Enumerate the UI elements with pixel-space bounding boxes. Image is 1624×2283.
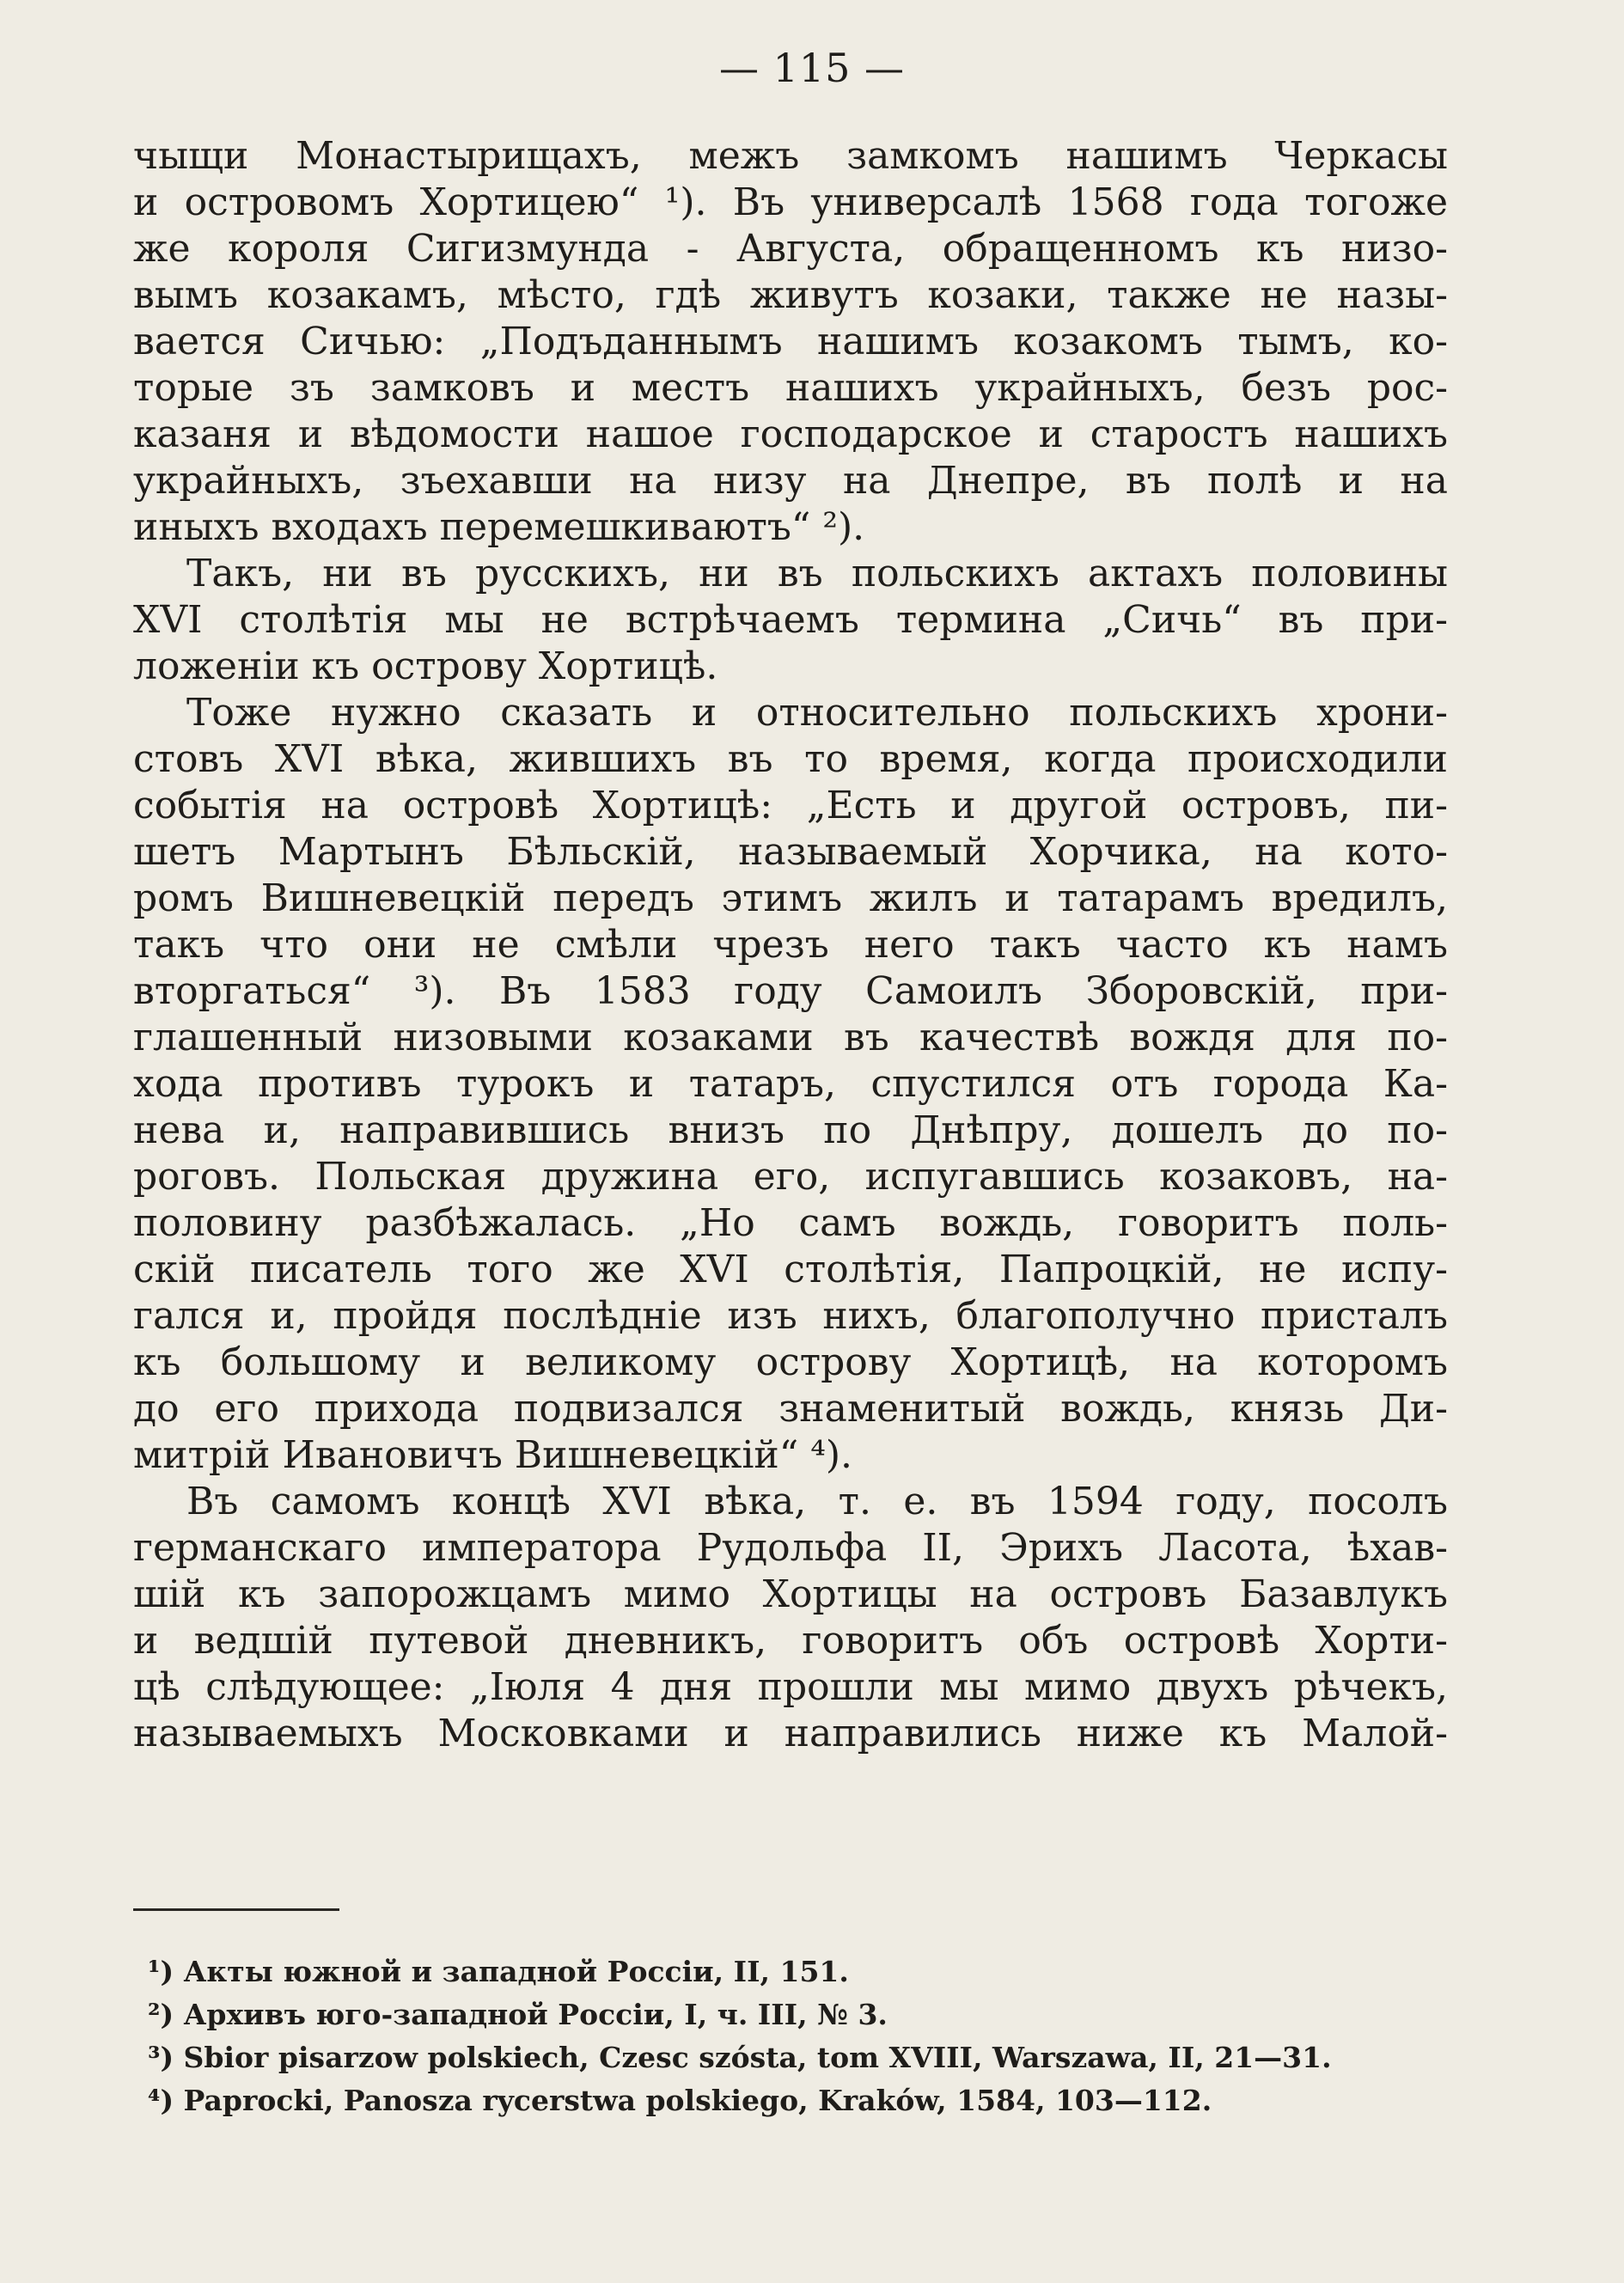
footnote-divider [133, 1908, 339, 1911]
text-line: ромъ Вишневецкій передъ этимъ жилъ и татарамъ вредилъ, [133, 876, 1448, 920]
text-line: и островомъ Хортицею“ ¹). Въ универсалѣ 1568 года тогоже [133, 180, 1448, 224]
text-line: чыщи Монастырищахъ, межъ замкомъ нашимъ Черкасы [133, 134, 1448, 178]
text-line: иныхъ входахъ перемешкиваютъ“ ²). [133, 505, 865, 549]
text-line: хода противъ турокъ и татаръ, спустился отъ города Ка- [133, 1062, 1448, 1106]
text-line: глашенный низовыми козаками въ качествѣ вождя для по- [133, 1016, 1448, 1059]
footnote: ²) Архивъ юго-западной Россіи, I, ч. III, № 3. [148, 1998, 888, 2031]
text-line: Въ самомъ концѣ XVI вѣка, т. е. въ 1594 году, посолъ [186, 1480, 1448, 1523]
text-line: роговъ. Польская дружина его, испугавшись козаковъ, на- [133, 1155, 1448, 1199]
paragraph [133, 1479, 1448, 1757]
text-line: къ большому и великому острову Хортицѣ, на которомъ [133, 1340, 1448, 1384]
text-line: шетъ Мартынъ Бѣльскій, называемый Хорчика, на кото- [133, 830, 1448, 874]
text-line: и ведшій путевой дневникъ, говоритъ объ островѣ Хорти- [133, 1619, 1448, 1663]
text-line: Такъ, ни въ русскихъ, ни въ польскихъ актахъ половины [186, 552, 1448, 595]
page-number: — 115 — [718, 45, 906, 91]
text-line: вымъ козакамъ, мѣсто, гдѣ живутъ козаки, также не назы- [133, 273, 1448, 317]
text-line: называемыхъ Московками и направились ниже къ Малой- [133, 1712, 1448, 1755]
paragraph [133, 133, 1448, 551]
text-line: торые зъ замковъ и местъ нашихъ украйныхъ, безъ рос- [133, 366, 1448, 410]
text-line: XVI столѣтія мы не встрѣчаемъ термина „Сичь“ въ при- [133, 598, 1448, 642]
text-line: такъ что они не смѣли чрезъ него такъ часто къ намъ [133, 923, 1448, 967]
footnotes [148, 1950, 1437, 2122]
text-line: гался и, пройдя послѣдніе изъ нихъ, благополучно присталъ [133, 1294, 1448, 1338]
text-line: вторгаться“ ³). Въ 1583 году Самоилъ Зборовскій, при- [133, 969, 1448, 1013]
text-line: украйныхъ, зъехавши на низу на Днепре, въ полѣ и на [133, 459, 1448, 503]
body-text [133, 133, 1448, 1757]
footnote: ⁴) Paprocki, Panosza rycerstwa polskiego, Kraków, 1584, 103—112. [148, 2084, 1212, 2117]
text-line: стовъ XVI вѣка, жившихъ въ то время, когда происходили [133, 737, 1448, 781]
footnote: ³) Sbior pisarzow polskiech, Czesc szósta, tom XVIII, Warszawa, II, 21—31. [148, 2041, 1332, 2074]
text-line: же короля Сигизмунда - Августа, обращенномъ къ низо- [133, 227, 1448, 271]
text-line: событія на островѣ Хортицѣ: „Есть и другой островъ, пи- [133, 784, 1448, 827]
text-line: цѣ слѣдующее: „Іюля 4 дня прошли мы мимо двухъ рѣчекъ, [133, 1665, 1448, 1709]
footnote: ¹) Акты южной и западной Россіи, II, 151. [148, 1955, 849, 1988]
text-line: германскаго императора Рудольфа II, Эрихъ Ласота, ѣхав- [133, 1526, 1448, 1570]
text-line: митрій Ивановичъ Вишневецкій“ ⁴). [133, 1433, 853, 1477]
paragraph [133, 551, 1448, 690]
text-line: половину разбѣжалась. „Но самъ вождь, говоритъ поль- [133, 1201, 1448, 1245]
text-line: казаня и вѣдомости нашое господарское и старостъ нашихъ [133, 412, 1448, 456]
text-line: нева и, направившись внизъ по Днѣпру, дошелъ до по- [133, 1108, 1448, 1152]
text-line: до его прихода подвизался знаменитый вождь, князь Ди- [133, 1387, 1448, 1431]
text-line: ложеніи къ острову Хортицѣ. [133, 644, 718, 688]
paragraph [133, 690, 1448, 1479]
text-line: шій къ запорожцамъ мимо Хортицы на островъ Базавлукъ [133, 1572, 1448, 1616]
text-line: вается Сичью: „Подъданнымъ нашимъ козакомъ тымъ, ко- [133, 320, 1448, 363]
text-line: Тоже нужно сказать и относительно польскихъ хрони- [186, 691, 1448, 735]
text-line: скій писатель того же XVI столѣтія, Папроцкій, не испу- [133, 1248, 1448, 1291]
